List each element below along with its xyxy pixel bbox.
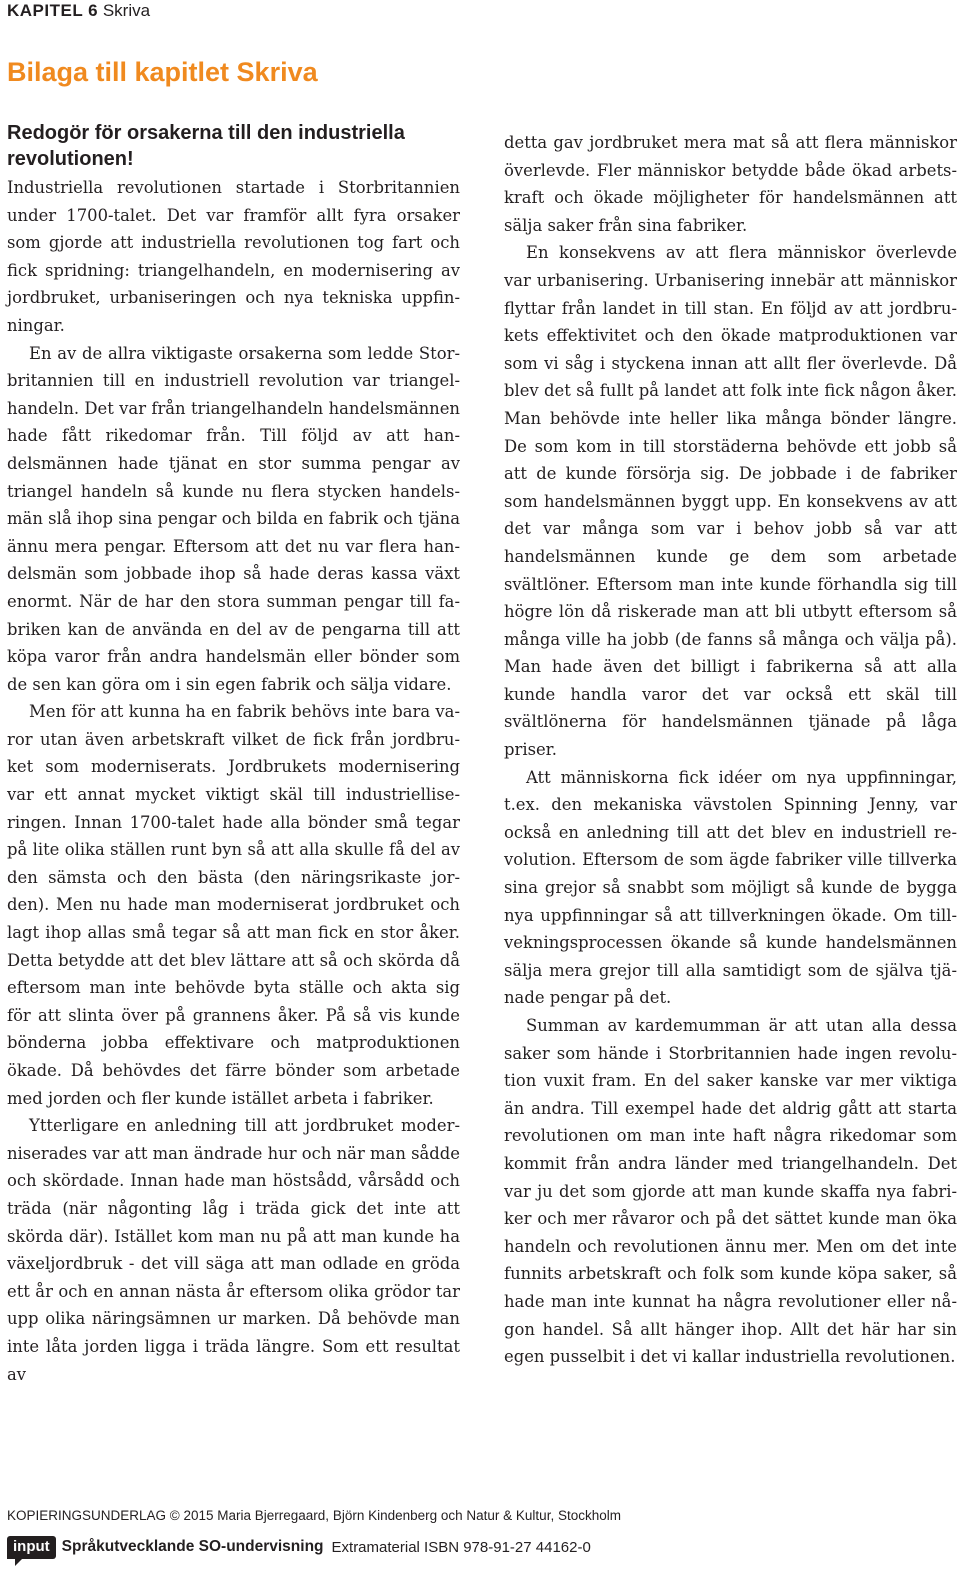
section-label: Skriva xyxy=(102,1,151,20)
page-title: Bilaga till kapitlet Skriva xyxy=(7,57,318,87)
chapter-label: KAPITEL 6 xyxy=(7,1,99,20)
publisher-footer xyxy=(7,1532,591,1562)
paragraph: Men för att kunna ha en fabrik behövs inte bara varor utan även arbetskraft vilket de fick från jordbruket som moderniserats. Jordbrukets modernisering var ett annat mycket viktigt skäl till industrielliseringen. Innan 1700-talet hade alla bönder små tegar på lite olika ställen runt byn så att alla skulle få del av den sämsta och den bästa (den näringsrikaste jorden). Men nu hade man moderniserat jordbruket och lagt ihop allas små tegar så att man fick en stor åker. Detta betydde att det blev lättare att så och skörda då eftersom man inte behövde byta ställe och akta sig för att slinta över på grannens åker. På så vis kunde bönderna jobba effektivare och matproduktionen ökade. Då behövdes det färre bönder som arbetade med jorden och fler kunde istället arbeta i fabriker. xyxy=(7,702,460,1108)
right-column xyxy=(504,129,957,1371)
paragraph: Att människorna fick idéer om nya uppfinningar, t.ex. den mekaniska vävstolen Spinning Jenny, var också en anledning till att det blev en industriell revolution. Eftersom de som ägde fabriker ville tillverka sina grejor så snabbt som möjligt så kunde de bygga nya uppfinningar så att tillverkningen ökade. Om tillvekningsprocessen ökande så kunde handelsmännen sälja mera grejor till alla samtidigt som de själva tjänade pengar på det. xyxy=(504,767,957,1008)
copyright-line: KOPIERINGSUNDERLAG © 2015 Maria Bjerregaard, Björn Kindenberg och Natur & Kultur, Stockholm xyxy=(7,1508,621,1523)
left-column xyxy=(7,120,460,1388)
paragraph: Summan av kardemumman är att utan alla dessa saker som hände i Storbritannien hade ingen revolution vuxit fram. En del saker kanske var mer viktiga än andra. Till exempel hade det aldrig gått att starta revolutionen om man inte haft några rikedomar som kommit från andra länder med triangelhandeln. Det var ju det som gjorde att man kunde skaffa nya fabriker och mer råvaror och på det sättet kunde man öka handeln och revolutionen ännu mer. Men om det inte funnits arbetskraft och folk som kunde köpa saker, så hade man inte kunnat ha några revolutioner eller någon handel. Så allt hänger ihop. Allt det här har sin egen pusselbit i det vi kallar industriella revolutionen. xyxy=(504,1016,957,1367)
running-header xyxy=(7,0,150,22)
paragraph: En av de allra viktigaste orsakerna som ledde Storbritannien till en industriell revolution var triangelhandeln. Det var från triangelhandeln handelsmännen hade fått rikedomar från. Till följd av att handelsmännen hade tjänat en stor summa pengar av triangel handeln så kunde nu flera stycken handelsmän slå ihop sina pengar och bilda en fabrik och tjäna ännu mera pengar. Eftersom att det nu var flera handelsmän som jobbade ihop så hade deras kassa växt enormt. När de har den stora summan pengar till fabriken kan de använda en del av de pengarna till att köpa varor från andra handelsmän eller bönder som de sen kan göra om i sin egen fabrik och sälja vidare. xyxy=(7,343,460,694)
article-heading: Redogör för orsakerna till den industriella revolutionen! xyxy=(7,122,405,170)
paragraph: En konsekvens av att flera människor överlevde var urbanisering. Urbanisering innebär att människor flyttar från landet in till stan. En följd av att jordbrukets effektivitet och den ökade matproduktionen var som vi såg i styckena innan att allt fler överlevde. Då blev det så fullt på landet att folk inte fick någon åker. Man behövde inte heller lika många bönder längre. De som kom in till storstäderna behövde ett jobb så att de kunde försörja sig. De jobbade i de fabriker som handelsmännen byggt upp. En konsekvens av att det var många som var i behov jobb så var att handelsmännen kunde ge dem som arbetade svältlöner. Eftersom man inte kunde förhandla sig till högre lön då riskerade man att bli utbytt eftersom så många ville ha jobb (de fanns så många och välja på). Man hade även det billigt i fabrikerna så att alla kunde handla varor det var också ett skäl till svältlönerna för handelsmännen tjänade på låga priser. xyxy=(504,243,957,760)
paragraph: Ytterligare en anledning till att jordbruket moderniserades var att man ändrade hur och när man sådde och skördade. Innan hade man höstsådd, vårsådd och träda (när någonting låg i träda gick det inte att skörda där). Istället kom man nu på att man kunde ha växeljordbruk - det vill säga att man odlade en gröda ett år och en annan nästa år eftersom olika grödor tar upp olika näringsämnen ur marken. Då behövde man inte låta jorden ligga i träda längre. Som ett resultat av xyxy=(7,1116,460,1384)
paragraph: detta gav jordbruket mera mat så att flera människor överlevde. Fler människor betydde både ökad arbetskraft och ökade möjligheter för handelsmännen att sälja saker från sina fabriker. xyxy=(504,133,957,235)
series-title: Språkutvecklande SO-undervisning xyxy=(61,1538,324,1555)
paragraph: Industriella revolutionen startade i Storbritannien under 1700-talet. Det var framför allt fyra orsaker som gjorde att industriella revolutionen tog fart och fick spridning: triangelhandeln, en modernisering av jordbruket, urbaniseringen och nya tekniska uppfinningar. xyxy=(7,178,460,335)
input-logo: input xyxy=(7,1536,56,1559)
isbn-info: Extramaterial ISBN 978-91-27 44162-0 xyxy=(331,1538,591,1556)
